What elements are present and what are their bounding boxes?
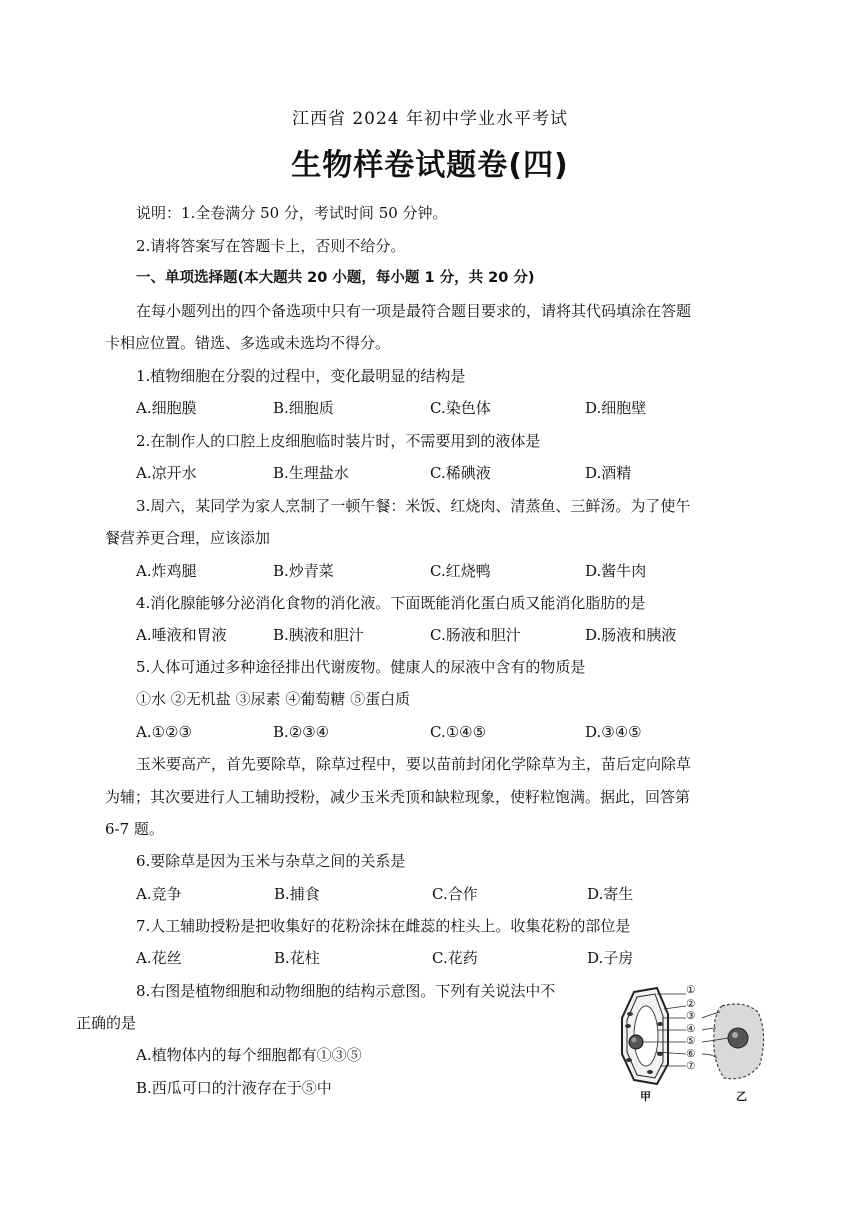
diagram-label-5: ⑤ <box>686 1035 696 1047</box>
q4-option-b: B.胰液和胆汁 <box>273 626 364 644</box>
q6-option-d: D.寄生 <box>587 885 634 903</box>
section-heading: 一、单项选择题(本大题共 20 小题，每小题 1 分，共 20 分) <box>136 270 535 286</box>
q1-option-a: A.细胞膜 <box>136 399 197 417</box>
section-intro-line-1: 在每小题列出的四个备选项中只有一项是最符合题目要求的，请将其代码填涂在答题 <box>136 302 692 320</box>
diagram-label-4: ④ <box>686 1023 696 1035</box>
q3-option-d: D.酱牛肉 <box>585 562 647 580</box>
q3-option-c: C.红烧鸭 <box>430 562 491 580</box>
diagram-label-7: ⑦ <box>686 1060 696 1072</box>
q7-option-c: C.花药 <box>432 949 478 967</box>
q6-stem: 6.要除草是因为玉米与杂草之间的关系是 <box>136 852 406 870</box>
q1-option-d: D.细胞壁 <box>585 399 647 417</box>
q8-stem-line-2: 正确的是 <box>76 1014 137 1032</box>
q8-option-b: B.西瓜可口的汁液存在于⑤中 <box>136 1079 332 1097</box>
q2-option-b: B.生理盐水 <box>273 464 349 482</box>
passage-line-3: 6-7 题。 <box>105 820 164 838</box>
q3-stem-line-2: 餐营养更合理，应该添加 <box>105 529 271 547</box>
q5-stem: 5.人体可通过多种途径排出代谢废物。健康人的尿液中含有的物质是 <box>136 658 586 676</box>
q1-stem: 1.植物细胞在分裂的过程中，变化最明显的结构是 <box>136 367 466 385</box>
exam-title: 生物样卷试题卷(四) <box>291 148 569 183</box>
q4-option-d: D.肠液和胰液 <box>585 626 677 644</box>
q8-option-a: A.植物体内的每个细胞都有①③⑤ <box>136 1046 362 1064</box>
diagram-label-2: ② <box>686 998 696 1010</box>
plant-cell <box>622 988 668 1084</box>
passage-line-1: 玉米要高产，首先要除草，除草过程中，要以苗前封闭化学除草为主，苗后定向除草 <box>136 755 692 773</box>
diagram-label-6: ⑥ <box>686 1048 696 1060</box>
q4-option-c: C.肠液和胆汁 <box>430 626 521 644</box>
q2-option-c: C.稀碘液 <box>430 464 491 482</box>
animal-cell <box>714 1004 764 1079</box>
cell-structure-diagram <box>612 984 772 1104</box>
exam-subtitle: 江西省 2024 年初中学业水平考试 <box>291 109 569 129</box>
passage-line-2: 为辅；其次要进行人工辅助授粉，减少玉米秃顶和缺粒现象，使籽粒饱满。据此，回答第 <box>105 788 691 806</box>
diagram-label-3: ③ <box>686 1010 696 1022</box>
q7-option-b: B.花柱 <box>274 949 320 967</box>
instruction-line-1: 说明：1.全卷满分 50 分，考试时间 50 分钟。 <box>136 204 448 222</box>
q6-option-c: C.合作 <box>432 885 478 903</box>
q4-stem: 4.消化腺能够分泌消化食物的消化液。下面既能消化蛋白质又能消化脂肪的是 <box>136 594 646 612</box>
q7-stem: 7.人工辅助授粉是把收集好的花粉涂抹在雌蕊的柱头上。收集花粉的部位是 <box>136 917 631 935</box>
q5-option-d: D.③④⑤ <box>585 723 642 741</box>
q2-option-d: D.酒精 <box>585 464 632 482</box>
q4-option-a: A.唾液和胃液 <box>136 626 227 644</box>
q5-option-b: B.②③④ <box>273 723 330 741</box>
q3-option-b: B.炒青菜 <box>273 562 334 580</box>
q7-option-d: D.子房 <box>587 949 634 967</box>
instruction-line-2: 2.请将答案写在答题卡上，否则不给分。 <box>136 237 406 255</box>
q8-stem-line-1: 8.右图是植物细胞和动物细胞的结构示意图。下列有关说法中不 <box>136 982 556 1000</box>
q5-items: ①水 ②无机盐 ③尿素 ④葡萄糖 ⑤蛋白质 <box>136 690 411 708</box>
diagram-caption-left: 甲 <box>640 1090 651 1103</box>
q5-option-a: A.①②③ <box>136 723 192 741</box>
diagram-label-1: ① <box>686 984 696 996</box>
q6-option-b: B.捕食 <box>274 885 320 903</box>
q6-option-a: A.竞争 <box>136 885 182 903</box>
diagram-caption-right: 乙 <box>736 1090 747 1103</box>
q5-option-c: C.①④⑤ <box>430 723 487 741</box>
q1-option-c: C.染色体 <box>430 399 491 417</box>
q1-option-b: B.细胞质 <box>273 399 334 417</box>
q3-option-a: A.炸鸡腿 <box>136 562 197 580</box>
q2-option-a: A.凉开水 <box>136 464 197 482</box>
section-intro-line-2: 卡相应位置。错选、多选或未选均不得分。 <box>105 334 391 352</box>
q2-stem: 2.在制作人的口腔上皮细胞临时装片时，不需要用到的液体是 <box>136 432 541 450</box>
q7-option-a: A.花丝 <box>136 949 182 967</box>
q3-stem-line-1: 3.周六，某同学为家人烹制了一顿午餐：米饭、红烧肉、清蒸鱼、三鲜汤。为了使午 <box>136 497 691 515</box>
